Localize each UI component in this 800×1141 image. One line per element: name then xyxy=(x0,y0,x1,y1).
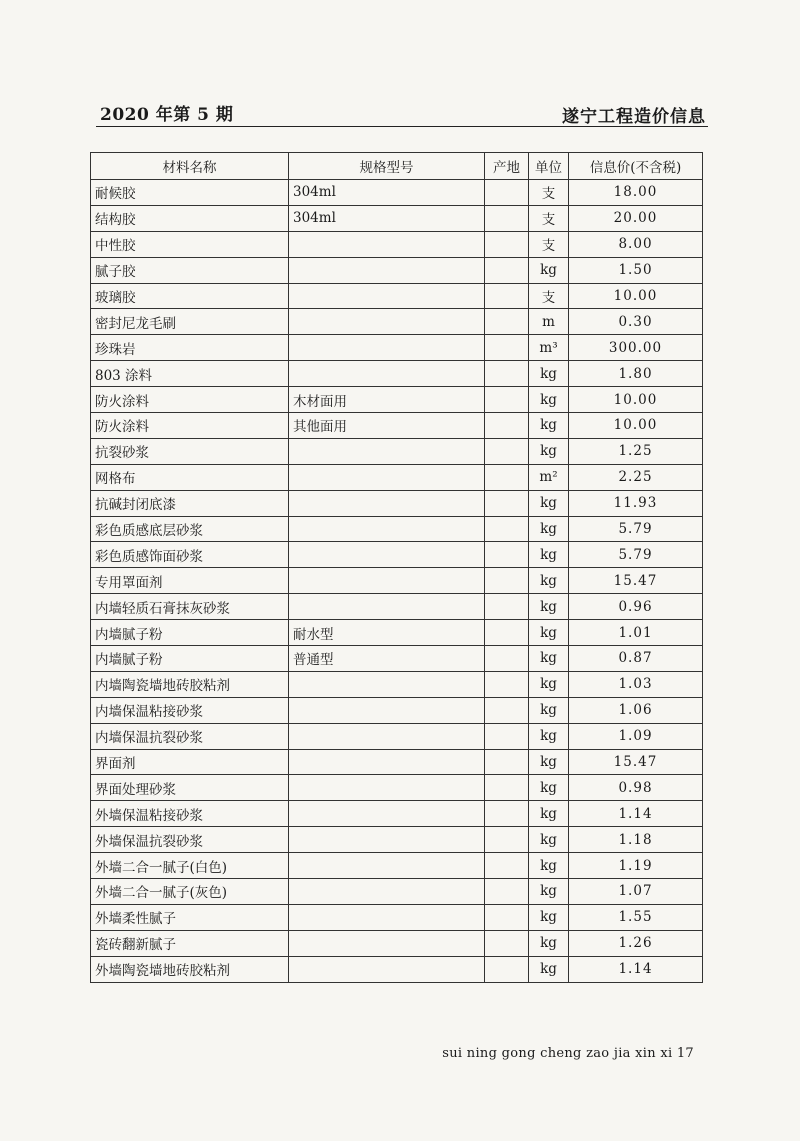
cell-spec xyxy=(289,464,485,490)
cell-spec xyxy=(289,361,485,387)
cell-material-name: 803 涂料 xyxy=(91,361,289,387)
table-row xyxy=(91,542,703,568)
cell-price: 1.25 xyxy=(569,438,703,464)
table-header-row xyxy=(91,153,703,180)
cell-origin xyxy=(485,646,529,672)
cell-price: 1.19 xyxy=(569,853,703,879)
cell-spec xyxy=(289,231,485,257)
price-table xyxy=(90,152,703,983)
table-row xyxy=(91,749,703,775)
cell-material-name: 网格布 xyxy=(91,464,289,490)
cell-material-name: 外墙柔性腻子 xyxy=(91,904,289,930)
cell-unit: 支 xyxy=(529,283,569,309)
cell-price: 1.06 xyxy=(569,697,703,723)
cell-price: 1.07 xyxy=(569,879,703,905)
cell-price: 0.30 xyxy=(569,309,703,335)
cell-unit: kg xyxy=(529,361,569,387)
cell-unit: kg xyxy=(529,594,569,620)
cell-price: 1.55 xyxy=(569,904,703,930)
cell-price: 1.26 xyxy=(569,930,703,956)
cell-material-name: 抗裂砂浆 xyxy=(91,438,289,464)
table-row xyxy=(91,904,703,930)
cell-material-name: 腻子胶 xyxy=(91,257,289,283)
cell-origin xyxy=(485,413,529,439)
cell-origin xyxy=(485,180,529,206)
cell-unit: kg xyxy=(529,904,569,930)
cell-material-name: 密封尼龙毛刷 xyxy=(91,309,289,335)
cell-spec: 普通型 xyxy=(289,646,485,672)
cell-price: 2.25 xyxy=(569,464,703,490)
cell-origin xyxy=(485,853,529,879)
table-row xyxy=(91,697,703,723)
cell-origin xyxy=(485,283,529,309)
cell-spec xyxy=(289,723,485,749)
cell-price: 0.87 xyxy=(569,646,703,672)
cell-price: 11.93 xyxy=(569,490,703,516)
table-row xyxy=(91,775,703,801)
cell-origin xyxy=(485,594,529,620)
cell-origin xyxy=(485,205,529,231)
cell-spec xyxy=(289,749,485,775)
cell-price: 1.01 xyxy=(569,620,703,646)
cell-origin xyxy=(485,930,529,956)
table-row xyxy=(91,387,703,413)
column-header-origin: 产地 xyxy=(485,153,529,180)
cell-unit: kg xyxy=(529,516,569,542)
cell-unit: kg xyxy=(529,853,569,879)
cell-spec xyxy=(289,879,485,905)
cell-price: 1.09 xyxy=(569,723,703,749)
cell-spec: 其他面用 xyxy=(289,413,485,439)
header-divider xyxy=(96,126,708,127)
cell-price: 18.00 xyxy=(569,180,703,206)
table-row xyxy=(91,257,703,283)
cell-material-name: 外墙保温抗裂砂浆 xyxy=(91,827,289,853)
table-row xyxy=(91,568,703,594)
cell-spec: 304ml xyxy=(289,180,485,206)
cell-origin xyxy=(485,827,529,853)
cell-unit: kg xyxy=(529,930,569,956)
cell-origin xyxy=(485,801,529,827)
issue-label: 2020 年第 5 期 xyxy=(100,105,234,125)
cell-price: 5.79 xyxy=(569,542,703,568)
cell-price: 5.79 xyxy=(569,516,703,542)
cell-price: 15.47 xyxy=(569,749,703,775)
cell-unit: kg xyxy=(529,438,569,464)
cell-unit: kg xyxy=(529,775,569,801)
cell-spec xyxy=(289,309,485,335)
cell-spec: 耐水型 xyxy=(289,620,485,646)
cell-material-name: 界面处理砂浆 xyxy=(91,775,289,801)
cell-price: 20.00 xyxy=(569,205,703,231)
column-header-name: 材料名称 xyxy=(91,153,289,180)
cell-spec xyxy=(289,853,485,879)
cell-origin xyxy=(485,387,529,413)
cell-spec: 304ml xyxy=(289,205,485,231)
table-row xyxy=(91,646,703,672)
cell-price: 1.80 xyxy=(569,361,703,387)
cell-material-name: 中性胶 xyxy=(91,231,289,257)
cell-material-name: 珍珠岩 xyxy=(91,335,289,361)
cell-spec xyxy=(289,956,485,982)
cell-price: 1.03 xyxy=(569,671,703,697)
cell-origin xyxy=(485,620,529,646)
cell-unit: kg xyxy=(529,387,569,413)
cell-material-name: 专用罩面剂 xyxy=(91,568,289,594)
table-row xyxy=(91,620,703,646)
cell-unit: kg xyxy=(529,620,569,646)
table-row xyxy=(91,853,703,879)
cell-unit: m³ xyxy=(529,335,569,361)
table-row xyxy=(91,231,703,257)
cell-origin xyxy=(485,361,529,387)
cell-price: 1.14 xyxy=(569,801,703,827)
cell-origin xyxy=(485,335,529,361)
table-row xyxy=(91,827,703,853)
cell-material-name: 玻璃胶 xyxy=(91,283,289,309)
cell-price: 0.98 xyxy=(569,775,703,801)
cell-unit: kg xyxy=(529,568,569,594)
cell-origin xyxy=(485,568,529,594)
cell-origin xyxy=(485,775,529,801)
cell-unit: kg xyxy=(529,646,569,672)
cell-material-name: 内墙腻子粉 xyxy=(91,646,289,672)
table-row xyxy=(91,361,703,387)
table-row xyxy=(91,309,703,335)
table-row xyxy=(91,671,703,697)
cell-material-name: 瓷砖翻新腻子 xyxy=(91,930,289,956)
column-header-price: 信息价(不含税) xyxy=(569,153,703,180)
cell-origin xyxy=(485,723,529,749)
cell-origin xyxy=(485,542,529,568)
cell-origin xyxy=(485,671,529,697)
column-header-unit: 单位 xyxy=(529,153,569,180)
cell-unit: kg xyxy=(529,749,569,775)
cell-spec xyxy=(289,542,485,568)
cell-origin xyxy=(485,438,529,464)
cell-unit: kg xyxy=(529,827,569,853)
cell-material-name: 耐候胶 xyxy=(91,180,289,206)
cell-material-name: 外墙二合一腻子(白色) xyxy=(91,853,289,879)
cell-material-name: 外墙二合一腻子(灰色) xyxy=(91,879,289,905)
cell-unit: kg xyxy=(529,697,569,723)
cell-spec xyxy=(289,827,485,853)
table-row xyxy=(91,180,703,206)
cell-material-name: 彩色质感饰面砂浆 xyxy=(91,542,289,568)
table-body xyxy=(91,180,703,983)
cell-spec xyxy=(289,568,485,594)
cell-origin xyxy=(485,490,529,516)
cell-origin xyxy=(485,749,529,775)
cell-unit: kg xyxy=(529,879,569,905)
cell-material-name: 内墙轻质石膏抹灰砂浆 xyxy=(91,594,289,620)
cell-spec xyxy=(289,697,485,723)
publication-title: 遂宁工程造价信息 xyxy=(562,107,706,127)
cell-origin xyxy=(485,516,529,542)
cell-material-name: 彩色质感底层砂浆 xyxy=(91,516,289,542)
page-footer: sui ning gong cheng zao jia xin xi 17 xyxy=(442,1046,694,1061)
cell-spec: 木材面用 xyxy=(289,387,485,413)
cell-unit: 支 xyxy=(529,205,569,231)
cell-price: 1.18 xyxy=(569,827,703,853)
cell-price: 10.00 xyxy=(569,413,703,439)
cell-material-name: 内墙腻子粉 xyxy=(91,620,289,646)
cell-unit: kg xyxy=(529,723,569,749)
cell-price: 10.00 xyxy=(569,283,703,309)
cell-unit: kg xyxy=(529,490,569,516)
cell-spec xyxy=(289,490,485,516)
table-row xyxy=(91,283,703,309)
cell-material-name: 内墙陶瓷墙地砖胶粘剂 xyxy=(91,671,289,697)
table-row xyxy=(91,335,703,361)
cell-material-name: 结构胶 xyxy=(91,205,289,231)
cell-unit: kg xyxy=(529,671,569,697)
table-row xyxy=(91,723,703,749)
cell-unit: 支 xyxy=(529,231,569,257)
cell-spec xyxy=(289,594,485,620)
cell-spec xyxy=(289,671,485,697)
cell-price: 15.47 xyxy=(569,568,703,594)
cell-price: 10.00 xyxy=(569,387,703,413)
cell-spec xyxy=(289,283,485,309)
cell-unit: m xyxy=(529,309,569,335)
cell-origin xyxy=(485,697,529,723)
cell-unit: kg xyxy=(529,257,569,283)
cell-price: 8.00 xyxy=(569,231,703,257)
table-row xyxy=(91,464,703,490)
cell-origin xyxy=(485,904,529,930)
table-row xyxy=(91,205,703,231)
cell-price: 0.96 xyxy=(569,594,703,620)
cell-price: 300.00 xyxy=(569,335,703,361)
cell-unit: kg xyxy=(529,801,569,827)
cell-spec xyxy=(289,516,485,542)
table-row xyxy=(91,930,703,956)
cell-spec xyxy=(289,801,485,827)
cell-origin xyxy=(485,231,529,257)
cell-material-name: 防火涂料 xyxy=(91,387,289,413)
cell-unit: kg xyxy=(529,542,569,568)
cell-material-name: 外墙陶瓷墙地砖胶粘剂 xyxy=(91,956,289,982)
cell-origin xyxy=(485,257,529,283)
table-row xyxy=(91,956,703,982)
cell-unit: kg xyxy=(529,956,569,982)
cell-material-name: 界面剂 xyxy=(91,749,289,775)
cell-material-name: 外墙保温粘接砂浆 xyxy=(91,801,289,827)
cell-spec xyxy=(289,904,485,930)
cell-spec xyxy=(289,257,485,283)
table-row xyxy=(91,801,703,827)
table-row xyxy=(91,438,703,464)
cell-origin xyxy=(485,879,529,905)
cell-unit: kg xyxy=(529,413,569,439)
cell-spec xyxy=(289,930,485,956)
cell-material-name: 防火涂料 xyxy=(91,413,289,439)
table-row xyxy=(91,516,703,542)
cell-spec xyxy=(289,438,485,464)
cell-spec xyxy=(289,335,485,361)
cell-origin xyxy=(485,464,529,490)
cell-spec xyxy=(289,775,485,801)
cell-material-name: 内墙保温抗裂砂浆 xyxy=(91,723,289,749)
column-header-spec: 规格型号 xyxy=(289,153,485,180)
table-row xyxy=(91,594,703,620)
cell-origin xyxy=(485,309,529,335)
cell-unit: 支 xyxy=(529,180,569,206)
table-row xyxy=(91,413,703,439)
cell-price: 1.14 xyxy=(569,956,703,982)
cell-material-name: 内墙保温粘接砂浆 xyxy=(91,697,289,723)
cell-origin xyxy=(485,956,529,982)
cell-material-name: 抗碱封闭底漆 xyxy=(91,490,289,516)
table-row xyxy=(91,879,703,905)
cell-price: 1.50 xyxy=(569,257,703,283)
cell-unit: m² xyxy=(529,464,569,490)
table-row xyxy=(91,490,703,516)
